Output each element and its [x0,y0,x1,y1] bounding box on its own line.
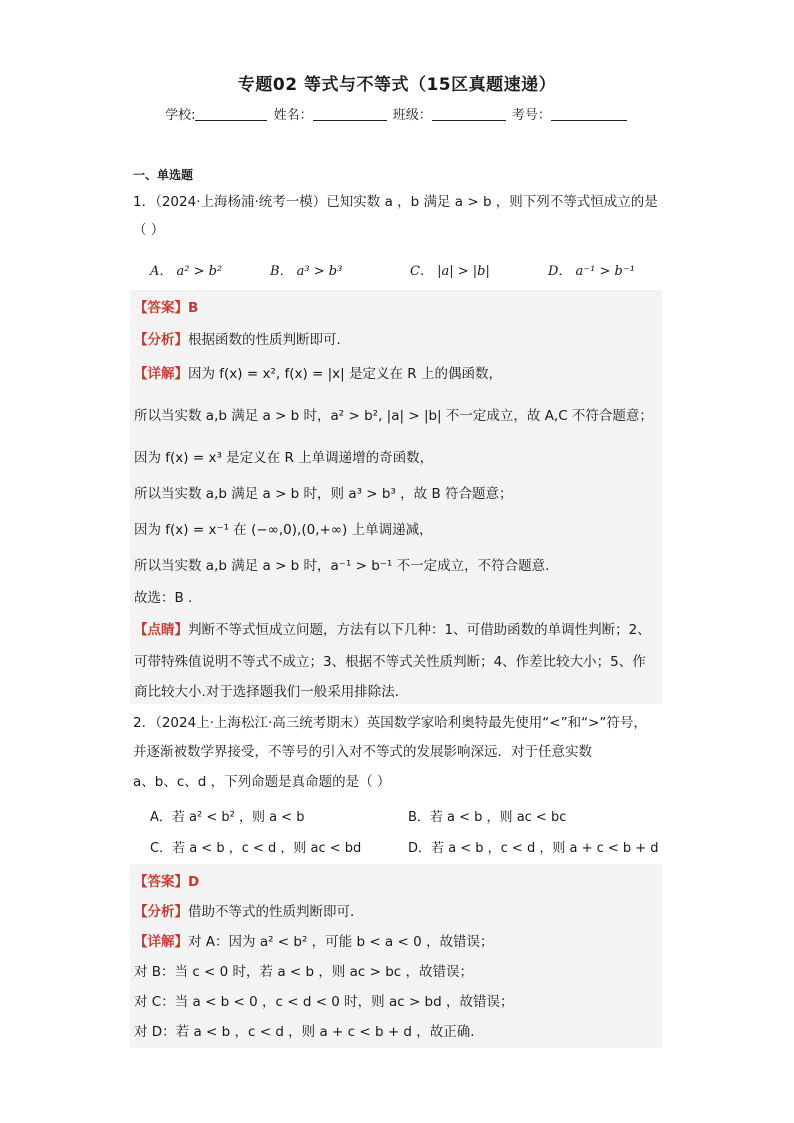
q2-answer-tag: 【答案】 [134,874,188,890]
number-label: 考号： [511,108,551,123]
school-label: 学校: [165,108,196,123]
q1-tip-line1: 判断不等式恒成立问题，方法有以下几种：1、可借助函数的单调性判断；2、 [188,622,651,638]
school-blank[interactable] [195,106,267,121]
q1-answer-value: B [188,300,199,316]
student-info-line [0,104,794,123]
number-blank[interactable] [551,106,627,121]
q2-answer-block [130,864,662,1048]
q1-detail-line3: 因为 f(x) = x³ 是定义在 R 上单调递增的奇函数， [134,450,434,466]
q2-answer-value: D [188,874,200,890]
q1-detail-line6: 所以当实数 a,b 满足 a > b 时，a⁻¹ > b⁻¹ 不一定成立，不符合题意. [134,558,550,574]
q1-analysis-text: 根据函数的性质判断即可. [188,332,341,348]
q1-detail-line5: 因为 f(x) = x⁻¹ 在 (−∞,0),(0,+∞) 上单调递减， [134,522,433,538]
q1-detail-line7: 故选：B . [134,590,193,606]
name-label: 姓名： [273,108,313,123]
q2-analysis-tag: 【分析】 [134,904,188,920]
q1-option-c[interactable]: C． |a| > |b| [410,264,490,279]
q1-option-d[interactable]: D． a⁻¹ > b⁻¹ [548,264,635,279]
q1-detail-line1: 因为 f(x) = x², f(x) = |x| 是定义在 R 上的偶函数， [188,366,502,382]
q1-detail-line2: 所以当实数 a,b 满足 a > b 时，a² > b², |a| > |b| 不一定成立，故 A,C 不符合题意； [134,408,653,424]
q2-detail-line3: 对 C：当 a < b < 0 ，c < d < 0 时，则 ac > bd ，故错误； [134,994,514,1010]
q1-option-a[interactable]: A． a² > b² [150,264,223,279]
q1-option-b[interactable]: B． a³ > b³ [270,264,343,279]
q2-stem-line1: 2．（2024上·上海松江·高三统考期末）英国数学家哈利奥特最先使用“<”和“>”符号， [133,715,647,731]
page-title: 专题02 等式与不等式（15区真题速递） [237,75,557,95]
q1-detail-line4: 所以当实数 a,b 满足 a > b 时，则 a³ > b³ ，故 B 符合题意； [134,486,513,502]
q2-option-c[interactable]: C．若 a < b ，c < d ，则 ac < bd [150,841,362,856]
q1-analysis-tag: 【分析】 [134,332,188,348]
q1-stem-line2: （ ） [133,222,165,238]
q2-analysis-text: 借助不等式的性质判断即可. [188,904,355,920]
q2-stem-line3: a、b、c、d ，下列命题是真命题的是（ ） [133,774,391,790]
q2-detail-line1: 对 A：因为 a² < b² ，可能 b < a < 0 ，故错误； [188,934,494,950]
q1-stem-line1: 1．（2024·上海杨浦·统考一模）已知实数 a ，b 满足 a > b ，则下列不等式恒成立的是 [133,194,658,210]
q1-tip-line3: 商比较大小.对于选择题我们一般采用排除法. [134,684,400,700]
class-label: 班级： [392,108,432,123]
q2-option-d[interactable]: D．若 a < b ，c < d ，则 a + c < b + d [408,841,659,856]
q2-detail-line4: 对 D：若 a < b ，c < d ，则 a + c < b + d ，故正确. [134,1024,475,1040]
section-heading: 一、单选题 [133,168,194,182]
q1-answer-block [130,290,662,704]
name-blank[interactable] [313,106,387,121]
q2-option-a[interactable]: A．若 a² < b² ，则 a < b [150,810,305,825]
q2-option-b[interactable]: B．若 a < b ，则 ac < bc [408,810,567,825]
q1-detail-tag: 【详解】 [134,366,188,382]
q1-tip-tag: 【点睛】 [134,622,188,638]
q2-detail-tag: 【详解】 [134,934,188,950]
q1-answer-tag: 【答案】 [134,300,188,316]
class-blank[interactable] [432,106,506,121]
q1-tip-line2: 可带特殊值说明不等式不成立；3、根据不等式关性质判断；4、作差比较大小；5、作 [134,654,646,670]
q2-detail-line2: 对 B：当 c < 0 时，若 a < b ，则 ac > bc ，故错误； [134,964,474,980]
q2-stem-line2: 并逐渐被数学界接受，不等号的引入对不等式的发展影响深远．对于任意实数 [133,744,592,760]
